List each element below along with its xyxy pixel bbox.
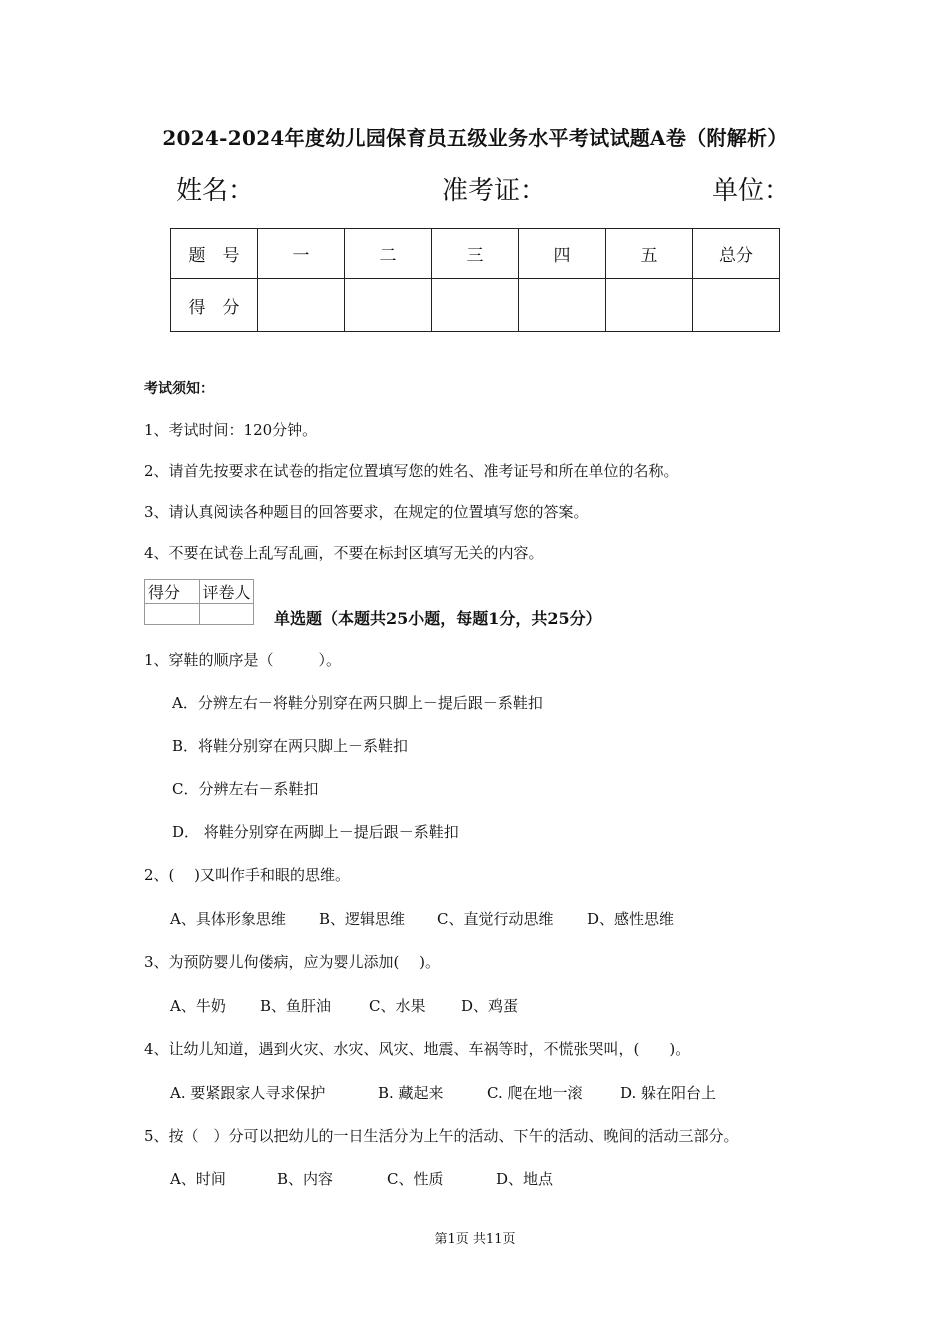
score-table-header-cell: 五 [606, 229, 693, 279]
question-option: C、直觉行动思维 [437, 910, 554, 928]
score-table-header-cell: 三 [432, 229, 519, 279]
score-table-score-row [171, 279, 780, 332]
question-option: D. 躲在阳台上 [620, 1084, 717, 1102]
question-option: C．分辨左右－系鞋扣 [172, 780, 319, 798]
notice-item: 3、请认真阅读各种题目的回答要求，在规定的位置填写您的答案。 [144, 503, 589, 521]
notice-item: 4、不要在试卷上乱写乱画，不要在标封区填写无关的内容。 [144, 544, 544, 562]
grader-box [144, 579, 254, 625]
score-cell[interactable] [606, 279, 693, 332]
score-table [170, 228, 780, 332]
document-title: 2024-2024年度幼儿园保育员五级业务水平考试试题A卷（附解析） [162, 126, 788, 150]
score-table-header-cell: 二 [345, 229, 432, 279]
question-stem: 3、为预防婴儿佝偻病，应为婴儿添加( )。 [144, 953, 441, 971]
score-table-header-cell: 总分 [693, 229, 780, 279]
name-field-label: 姓名： [176, 176, 255, 206]
question-stem: 5、按（ ）分可以把幼儿的一日生活分为上午的活动、下午的活动、晚间的活动三部分。 [144, 1127, 739, 1145]
question-stem: 1、穿鞋的顺序是（ ）。 [144, 651, 342, 669]
grader-name-cell[interactable] [199, 604, 254, 625]
score-cell[interactable] [693, 279, 780, 332]
question-option: A、牛奶 [170, 997, 226, 1015]
score-cell[interactable] [345, 279, 432, 332]
question-option: B．将鞋分别穿在两只脚上－系鞋扣 [172, 737, 409, 755]
question-option: D、鸡蛋 [461, 997, 519, 1015]
notice-item: 2、请首先按要求在试卷的指定位置填写您的姓名、准考证号和所在单位的名称。 [144, 462, 679, 480]
score-cell[interactable] [432, 279, 519, 332]
question-option: A、具体形象思维 [170, 910, 286, 928]
grader-score-cell[interactable] [145, 604, 200, 625]
question-option: D、感性思维 [587, 910, 675, 928]
question-option: A. 要紧跟家人寻求保护 [170, 1084, 326, 1102]
question-option: D． 将鞋分别穿在两脚上－提后跟－系鞋扣 [172, 823, 459, 841]
question-option: D、地点 [496, 1170, 554, 1188]
score-table-header-cell: 一 [258, 229, 345, 279]
unit-field-label: 单位： [712, 176, 791, 206]
score-table-header-cell: 题 号 [171, 229, 258, 279]
question-option: C、性质 [387, 1170, 444, 1188]
page-number: 第1页 共11页 [434, 1232, 516, 1247]
question-option: B、逻辑思维 [319, 910, 406, 928]
grader-score-label: 得分 [145, 580, 200, 604]
score-table-header-cell: 四 [519, 229, 606, 279]
notice-item: 1、考试时间：120分钟。 [144, 421, 318, 439]
question-option: B、鱼肝油 [260, 997, 332, 1015]
grader-name-label: 评卷人 [199, 580, 254, 604]
question-stem: 4、让幼儿知道，遇到火灾、水灾、风灾、地震、车祸等时，不慌张哭叫，( )。 [144, 1040, 691, 1058]
exam-id-field-label: 准考证： [442, 176, 547, 206]
score-table-score-label: 得 分 [171, 279, 258, 332]
question-stem: 2、( )又叫作手和眼的思维。 [144, 866, 351, 884]
score-table-header-row [171, 229, 780, 279]
question-option: C、水果 [369, 997, 426, 1015]
score-cell[interactable] [258, 279, 345, 332]
question-option: A．分辨左右－将鞋分别穿在两只脚上－提后跟－系鞋扣 [172, 694, 543, 712]
score-cell[interactable] [519, 279, 606, 332]
question-option: B、内容 [277, 1170, 334, 1188]
question-option: A、时间 [170, 1170, 226, 1188]
section-title: 单选题（本题共25小题，每题1分，共25分） [274, 609, 602, 628]
question-option: C. 爬在地一滚 [487, 1084, 583, 1102]
question-option: B. 藏起来 [378, 1084, 444, 1102]
notice-title: 考试须知： [144, 381, 214, 397]
